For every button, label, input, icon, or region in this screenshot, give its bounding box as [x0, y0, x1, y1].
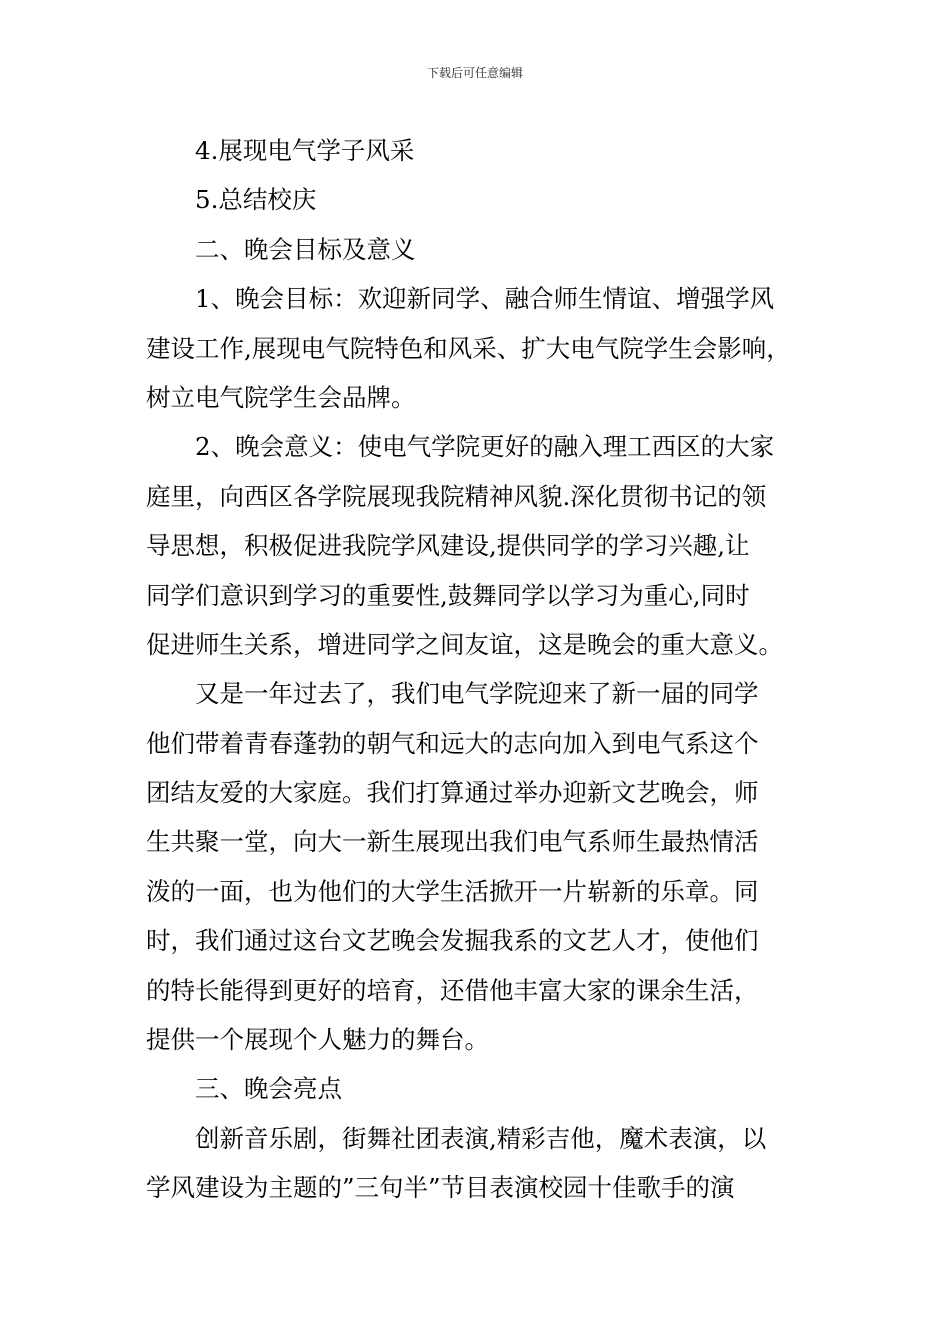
text-line: 时，我们通过这台文艺晚会发掘我系的文艺人才，使他们 [146, 926, 759, 956]
text-line: 二、晚会目标及意义 [195, 234, 416, 264]
text-line: 促进师生关系，增进同学之间友谊，这是晚会的重大意义。 [146, 629, 783, 659]
text-line: 的特长能得到更好的培育，还借他丰富大家的课余生活， [146, 975, 759, 1005]
text-line: 学风建设为主题的”三句半”节目表演校园十佳歌手的演 [146, 1173, 735, 1203]
text-line: 4.展现电气学子风采 [195, 136, 415, 165]
text-line: 又是一年过去了，我们电气学院迎来了新一届的同学 [195, 679, 759, 709]
text-line: 三、晚会亮点 [195, 1074, 342, 1104]
page-header: 下载后可任意编辑 [426, 66, 523, 80]
text-line: 庭里，向西区各学院展现我院精神风貌.深化贯彻书记的领 [146, 481, 767, 511]
text-line: 建设工作,展现电气院特色和风采、扩大电气院学生会影响， [146, 333, 791, 363]
document-body [146, 126, 806, 1213]
text-line: 创新音乐剧，街舞社团表演,精彩吉他，魔术表演，以 [195, 1123, 767, 1153]
text-line: 5.总结校庆 [195, 185, 317, 215]
text-line: 同学们意识到学习的重要性,鼓舞同学以学习为重心,同时 [146, 580, 750, 610]
text-line: 2、晚会意义：使电气学院更好的融入理工西区的大家 [195, 432, 775, 462]
text-line: 他们带着青春蓬勃的朝气和远大的志向加入到电气系这个 [146, 728, 759, 758]
text-line: 团结友爱的大家庭。我们打算通过举办迎新文艺晚会，师 [146, 778, 759, 808]
text-line: 树立电气院学生会品牌。 [146, 382, 416, 412]
text-line: 提供一个展现个人魅力的舞台。 [146, 1025, 489, 1055]
text-line: 1、晚会目标：欢迎新同学、融合师生情谊、增强学风 [195, 284, 775, 314]
text-line: 泼的一面，也为他们的大学生活掀开一片崭新的乐章。同 [146, 876, 759, 906]
text-line: 导思想，积极促进我院学风建设,提供同学的学习兴趣,让 [146, 531, 750, 561]
text-line: 生共聚一堂，向大一新生展现出我们电气系师生最热情活 [146, 827, 759, 857]
